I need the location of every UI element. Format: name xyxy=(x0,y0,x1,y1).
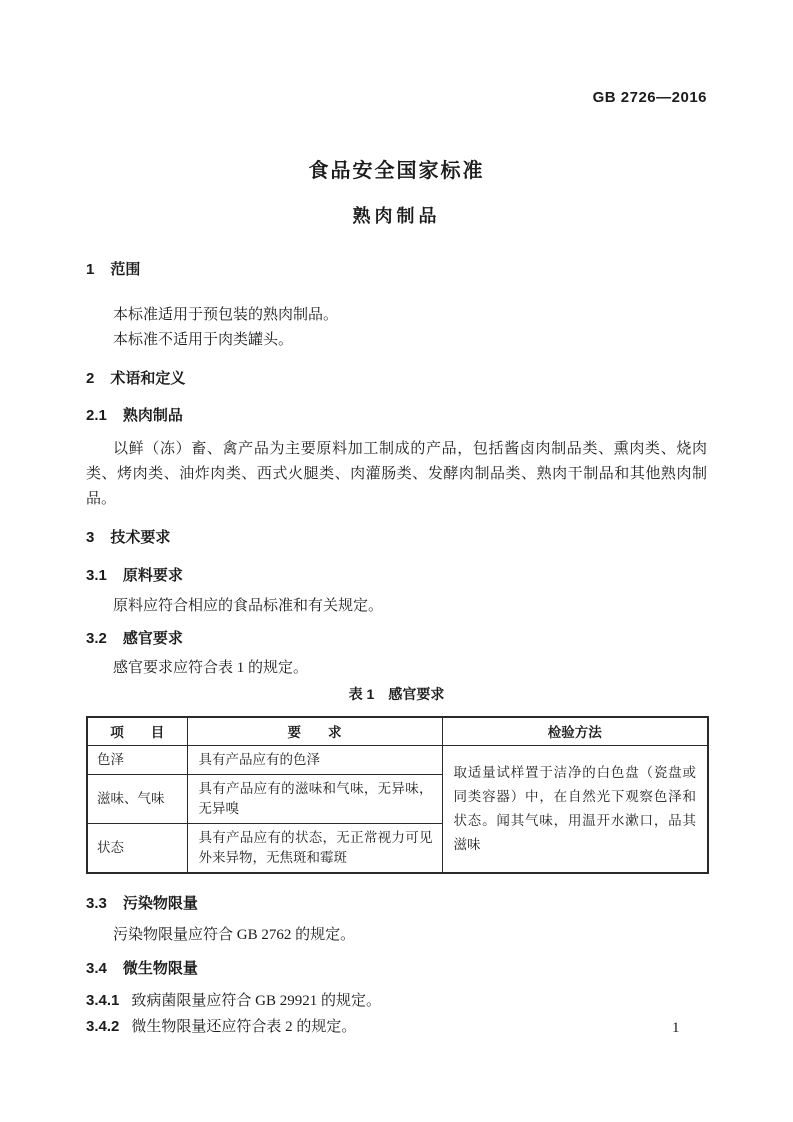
document-title: 食品安全国家标准 xyxy=(308,160,485,182)
section-1-number: 1 xyxy=(86,261,95,278)
section-2-1-number: 2.1 xyxy=(86,407,107,424)
clause-3-4-1 xyxy=(86,988,707,1014)
section-1-title: 范围 xyxy=(110,261,141,278)
cell-test-method: 取适量试样置于洁净的白色盘（瓷盘或同类容器）中，在自然光下观察色泽和状态。闻其气味，用温开水漱口，品其滋味 xyxy=(442,745,708,873)
section-1-paragraph-2: 本标准不适用于肉类罐头。 xyxy=(113,332,294,348)
table-row xyxy=(87,745,708,774)
cell-item-taste: 滋味、气味 xyxy=(87,774,187,823)
section-3-4-number: 3.4 xyxy=(86,959,107,977)
section-3-2-title: 感官要求 xyxy=(122,630,183,647)
section-3-1-paragraph: 原料应符合相应的食品标准和有关规定。 xyxy=(113,598,384,614)
section-3-3-paragraph: 污染物限量应符合 GB 2762 的规定。 xyxy=(113,926,356,943)
section-3-2-number: 3.2 xyxy=(86,630,107,647)
section-1-paragraph-1: 本标准适用于预包装的熟肉制品。 xyxy=(113,307,339,323)
sensory-requirements-table xyxy=(86,716,709,874)
section-3-heading xyxy=(86,527,707,548)
section-3-4-title: 微生物限量 xyxy=(122,959,198,977)
table-header-row xyxy=(87,717,708,745)
table-caption: 表 1 感官要求 xyxy=(348,686,445,702)
clause-3-4-1-number: 3.4.1 xyxy=(86,991,120,1009)
section-3-2-paragraph: 感官要求应符合表 1 的规定。 xyxy=(113,660,309,676)
section-3-number: 3 xyxy=(86,529,95,546)
cell-req-state: 具有产品应有的状态，无正常视力可见外来异物，无焦斑和霉斑 xyxy=(187,823,442,873)
section-3-2-heading xyxy=(86,628,707,649)
section-2-number: 2 xyxy=(86,370,95,387)
section-2-heading xyxy=(86,368,707,389)
clause-3-4-2 xyxy=(86,1014,707,1040)
section-3-1-heading xyxy=(86,565,707,586)
section-2-title: 术语和定义 xyxy=(110,370,186,387)
section-3-3-number: 3.3 xyxy=(86,894,107,912)
cell-item-state: 状态 xyxy=(87,823,187,873)
clause-3-4-2-number: 3.4.2 xyxy=(86,1017,120,1035)
cell-req-color: 具有产品应有的色泽 xyxy=(187,745,442,774)
section-3-1-title: 原料要求 xyxy=(122,567,183,584)
table-header-method: 检验方法 xyxy=(442,717,708,745)
document-subtitle: 熟肉制品 xyxy=(352,206,441,226)
section-3-3-title: 污染物限量 xyxy=(122,894,198,912)
section-3-title: 技术要求 xyxy=(110,529,171,546)
table-header-item: 项 目 xyxy=(87,717,187,745)
cell-item-color: 色泽 xyxy=(87,745,187,774)
clause-3-4-1-text: 致病菌限量应符合 GB 29921 的规定。 xyxy=(131,992,381,1009)
section-2-1-title: 熟肉制品 xyxy=(122,407,183,424)
cell-req-taste: 具有产品应有的滋味和气味，无异味，无异嗅 xyxy=(187,774,442,823)
page-number: 1 xyxy=(672,1020,680,1036)
section-3-1-number: 3.1 xyxy=(86,567,107,584)
section-1-heading xyxy=(86,259,707,280)
section-2-1-paragraph: 以鲜（冻）畜、禽产品为主要原料加工制成的产品，包括酱卤肉制品类、熏肉类、烧肉类、烤肉类、油炸肉类、西式火腿类、肉灌肠类、发酵肉制品类、熟肉干制品和其他熟肉制品。 xyxy=(86,441,707,507)
section-3-3-heading xyxy=(86,893,707,914)
section-3-4-heading xyxy=(86,958,707,979)
table-header-requirement: 要 求 xyxy=(187,717,442,745)
clause-3-4-2-text: 微生物限量还应符合表 2 的规定。 xyxy=(131,1018,357,1035)
doc-number: GB 2726—2016 xyxy=(592,89,707,106)
section-2-1-heading xyxy=(86,405,707,426)
